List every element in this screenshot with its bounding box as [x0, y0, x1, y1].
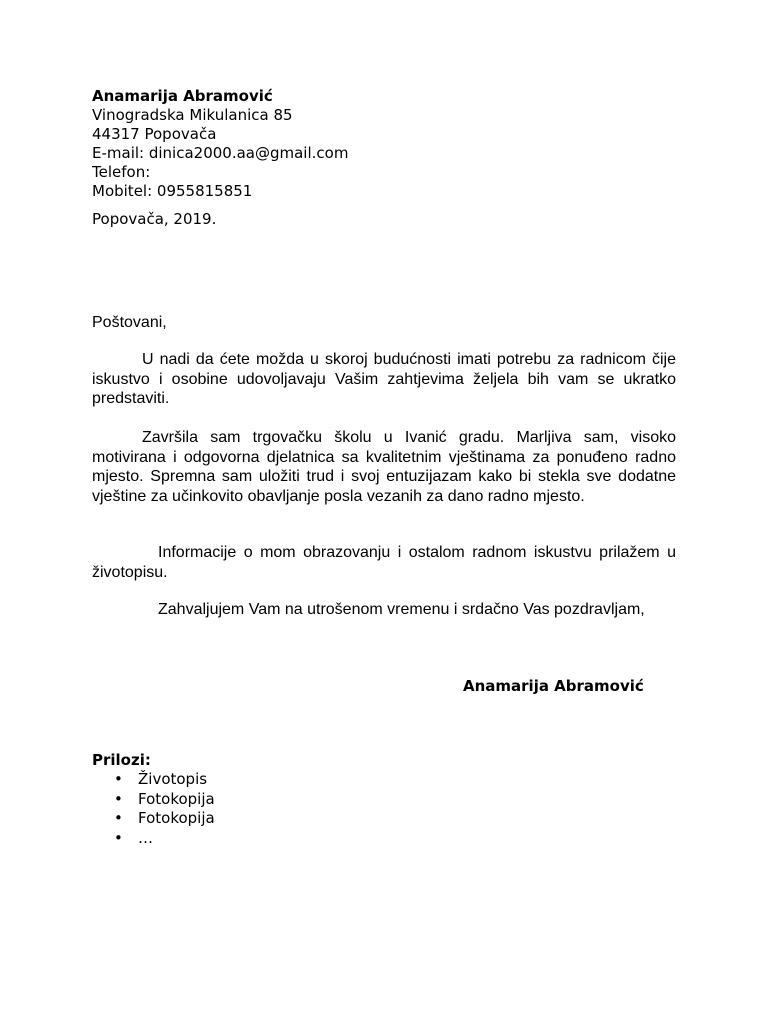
- list-item: [92, 770, 215, 790]
- paragraph-education: Završila sam trgovačku školu u Ivanić gradu. Marljiva sam, visoko motivirana i odgovorna djelatnica sa kvalitetnim vještinama za ponuđeno radno mjesto. Spremna sam uložiti trud i svoj entuzijazam kako bi stekla sve dodatne vještine za učinkovito obavljanje posla vezanih za dano radno mjesto.: [92, 429, 676, 505]
- sender-name: Anamarija Abramović: [92, 87, 273, 105]
- paragraph-intro: U nadi da ćete možda u skoroj budućnosti imati potrebu za radnicom čije iskustvo i osobine udovoljavaju Vašim zahtjevima željela bih vam se ukratko predstaviti.: [92, 351, 676, 407]
- bullet-icon: •: [114, 828, 123, 847]
- list-item: [92, 809, 215, 829]
- signature: Anamarija Abramović: [463, 677, 644, 695]
- sender-street: Vinogradska Mikulanica 85: [92, 106, 293, 124]
- sender-phone: Telefon:: [92, 163, 151, 181]
- bullet-icon: •: [114, 770, 123, 788]
- attachment-label: Životopis: [138, 770, 208, 788]
- bullet-icon: •: [114, 809, 123, 827]
- sender-city: 44317 Popovača: [92, 125, 217, 143]
- paragraph-attachments-info: Informacije o mom obrazovanju i ostalom radnom iskustvu prilažem u životopisu.: [92, 544, 676, 581]
- list-item: [92, 829, 215, 849]
- attachment-label: …: [138, 828, 153, 847]
- attachment-label: Fotokopija: [138, 809, 215, 827]
- sender-email: E-mail: dinica2000.aa@gmail.com: [92, 144, 349, 162]
- attachments-list: [92, 770, 215, 848]
- sender-block: [92, 87, 348, 201]
- paragraph-closing: Zahvaljujem Vam na utrošenom vremenu i srdačno Vas pozdravljam,: [158, 601, 645, 618]
- greeting: Poštovani,: [92, 314, 167, 331]
- list-item: [92, 790, 215, 810]
- bullet-icon: •: [114, 789, 123, 808]
- sender-mobile: Mobitel: 0955815851: [92, 182, 253, 200]
- attachments-title: Prilozi:: [92, 751, 151, 769]
- date-line: Popovača, 2019.: [92, 210, 217, 228]
- attachment-label: Fotokopija: [138, 789, 215, 808]
